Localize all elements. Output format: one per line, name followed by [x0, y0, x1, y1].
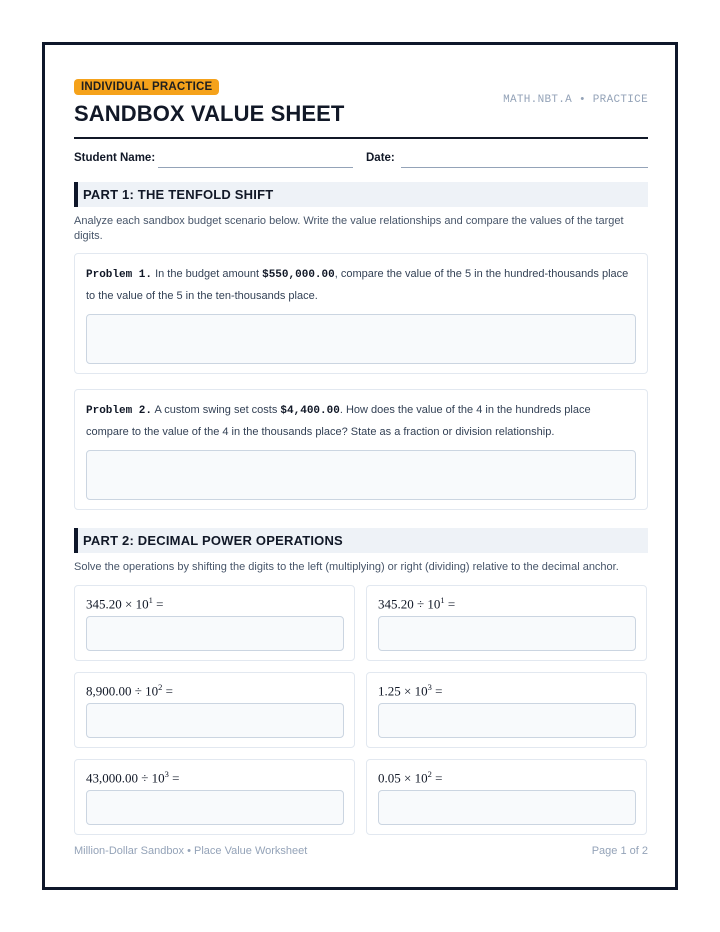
page-title: SANDBOX VALUE SHEET — [74, 101, 345, 126]
problem-1-prompt-start: In the budget amount — [155, 268, 260, 280]
operation-2-answer-box[interactable] — [378, 616, 636, 651]
practice-badge: INDIVIDUAL PRACTICE — [74, 79, 219, 95]
problem-2-label: Problem 2. — [86, 405, 153, 417]
operation-6-answer-box[interactable] — [378, 790, 636, 825]
problem-card-2 — [74, 389, 648, 510]
standard-code: MATH.NBT.A • PRACTICE — [503, 94, 648, 106]
operation-card-3 — [74, 672, 355, 748]
page-number: Page 1 of 2 — [591, 845, 648, 857]
part1-instructions: Analyze each sandbox budget scenario below. Write the value relationships and compare the values of the target digits. — [74, 215, 624, 242]
problem-1-text — [86, 264, 634, 307]
problem-1-label: Problem 1. — [86, 269, 153, 281]
problem-1-answer-box[interactable] — [86, 314, 636, 364]
worksheet-page — [42, 42, 678, 890]
part2-heading: PART 2: DECIMAL POWER OPERATIONS — [74, 528, 648, 553]
operation-3-answer-box[interactable] — [86, 703, 344, 738]
operation-card-1 — [74, 585, 355, 661]
operation-card-2 — [366, 585, 647, 661]
operation-1-expression: $345.20 \times 10^1$ = — [86, 595, 164, 612]
operation-5-answer-box[interactable] — [86, 790, 344, 825]
operation-card-6 — [366, 759, 647, 835]
problem-2-prompt-end: . How does the value of the 4 in the hundreds place compare to the value of the 4 in the thousands place? State as a fraction or division relationship. — [86, 404, 591, 438]
part2-instructions: Solve the operations by shifting the digits to the left (multiplying) or right (dividing) relative to the decimal anchor. — [74, 561, 619, 573]
operation-1-answer-box[interactable] — [86, 616, 344, 651]
date-label: Date: — [366, 152, 395, 164]
problem-2-prompt-start: A custom swing set costs — [154, 404, 278, 416]
operation-4-expression: $1.25 \times 10^3$ = — [378, 682, 443, 699]
part1-heading: PART 1: THE TENFOLD SHIFT — [74, 182, 648, 207]
problem-2-amount: $4,400.00 — [280, 405, 340, 417]
problem-card-1 — [74, 253, 648, 374]
title-divider — [74, 137, 648, 139]
operation-card-5 — [74, 759, 355, 835]
problem-1-amount: $550,000.00 — [262, 269, 335, 281]
problem-2-answer-box[interactable] — [86, 450, 636, 500]
operation-4-answer-box[interactable] — [378, 703, 636, 738]
date-field[interactable] — [401, 167, 648, 168]
operation-card-4 — [366, 672, 647, 748]
student-name-field[interactable] — [158, 167, 353, 168]
operation-3-expression: $8,900.00 \div 10^2$ = — [86, 682, 173, 699]
operation-5-expression: $43,000.00 \div 10^3$ = — [86, 769, 180, 786]
footer-title: Million-Dollar Sandbox • Place Value Worksheet — [74, 845, 308, 857]
student-name-label: Student Name: — [74, 152, 156, 164]
problem-2-text — [86, 400, 634, 443]
operation-2-expression: $345.20 \div 10^1$ = — [378, 595, 456, 612]
operation-6-expression: $0.05 \times 10^2$ = — [378, 769, 443, 786]
problem-1-prompt-end: , compare the value of the 5 in the hundred-thousands place to the value of the 5 in the ten-thousands place. — [86, 268, 629, 302]
